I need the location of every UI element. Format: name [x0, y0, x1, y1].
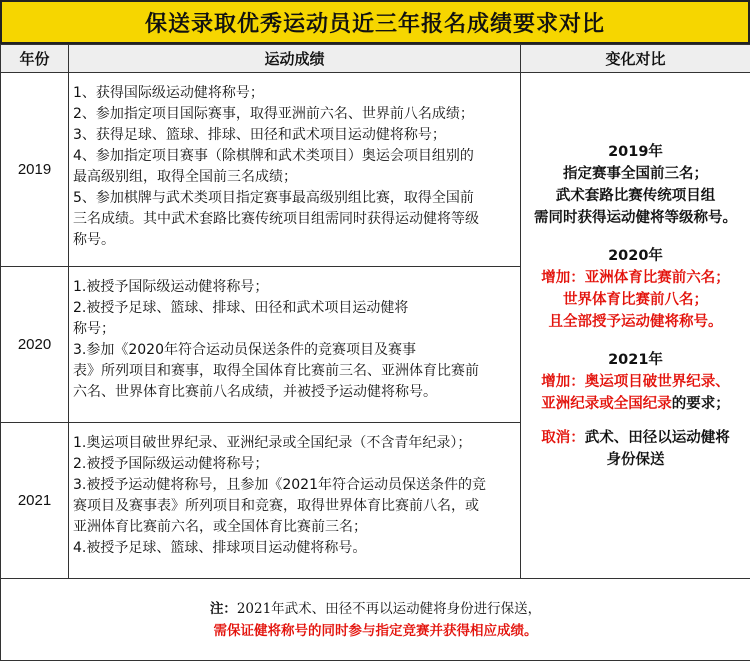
change-2020-line: 世界体育比赛前八名；: [563, 292, 708, 308]
change-2019-line: 武术套路比赛传统项目组: [555, 188, 716, 204]
change-2021-add-red: 亚洲纪录或全国纪录: [541, 396, 672, 412]
requirement-line: 3、获得足球、篮球、排球、田径和武术项目运动健将称号；: [73, 127, 446, 143]
change-2020-title: 2020年: [608, 248, 663, 264]
requirement-line: 2.被授予国际级运动健将称号；: [73, 456, 269, 472]
requirement-line: 3.参加《2020年符合运动员保送条件的竞赛项目及赛事: [73, 342, 416, 358]
change-2021-cancel-label: 取消：: [541, 430, 585, 446]
requirement-line: 1.奥运项目破世界纪录、亚洲纪录或全国纪录（不含青年纪录）；: [73, 435, 472, 451]
requirement-line: 4.被授予足球、篮球、排球项目运动健将称号。: [73, 540, 367, 556]
requirement-line: 2、参加指定项目国际赛事，取得亚洲前六名、世界前八名成绩；: [73, 106, 474, 122]
requirement-line: 六名、世界体育比赛前八名成绩，并被授予运动健将称号。: [73, 384, 437, 400]
requirement-line: 1、获得国际级运动健将称号；: [73, 85, 264, 101]
change-2020-line: 增加：亚洲体育比赛前六名；: [541, 270, 730, 286]
note-line-2: 需保证健将称号的同时参与指定竞赛并获得相应成绩。: [213, 622, 538, 639]
note-row: [1, 579, 750, 661]
requirement-line: 3.被授予运动健将称号，且参加《2021年符合运动员保送条件的竞: [73, 477, 486, 493]
change-2021-cancel-line: [521, 427, 750, 449]
requirement-line: 三名成绩。其中武术套路比赛传统项目组需同时获得运动健将等级: [73, 211, 479, 227]
requirement-line: 称号。: [73, 232, 115, 248]
header-sports: 运动成绩: [69, 45, 521, 73]
page-title: 保送录取优秀运动员近三年报名成绩要求对比: [0, 0, 750, 44]
year-cell: 2021: [1, 423, 69, 579]
change-2019-line: 需同时获得运动健将等级称号。: [534, 210, 737, 226]
comparison-table: [0, 44, 750, 661]
table-header-row: [1, 45, 750, 73]
sports-cell: [69, 423, 521, 579]
year-cell: 2020: [1, 267, 69, 423]
requirement-line: 赛项目及赛事表》所列项目和竞赛，取得世界体育比赛前八名，或: [73, 498, 479, 514]
change-2020-line: 且全部授予运动健将称号。: [548, 314, 723, 330]
change-2021-cancel-line: 身份保送: [606, 452, 665, 468]
change-2021-title: 2021年: [608, 352, 663, 368]
change-2021-add-line: 增加：奥运项目破世界纪录、: [541, 374, 730, 390]
table-row-2019: [1, 73, 750, 267]
sports-cell: [69, 267, 521, 423]
note-line-1: [210, 601, 541, 617]
change-summary-cell: [521, 73, 750, 579]
change-2019-line: 指定赛事全国前三名；: [563, 166, 708, 182]
requirement-line: 亚洲体育比赛前六名，或全国体育比赛前三名；: [73, 519, 367, 535]
year-cell: 2019: [1, 73, 69, 267]
requirement-line: 称号；: [73, 321, 115, 337]
note-cell: [1, 579, 750, 661]
requirement-line: 5、参加棋牌与武术类项目指定赛事最高级别组比赛，取得全国前: [73, 190, 474, 206]
requirement-line: 表》所列项目和赛事，取得全国体育比赛前三名、亚洲体育比赛前: [73, 363, 479, 379]
change-2021-cancel-text: 武术、田径以运动健将: [584, 430, 730, 446]
sports-cell: [69, 73, 521, 267]
header-change: 变化对比: [521, 45, 750, 73]
change-2021-add-black: 的要求；: [671, 396, 730, 412]
header-year: 年份: [1, 45, 69, 73]
requirement-line: 1.被授予国际级运动健将称号；: [73, 279, 269, 295]
change-2019-title: 2019年: [608, 144, 663, 160]
requirement-line: 最高级别组，取得全国前三名成绩；: [73, 169, 297, 185]
change-2021-add-line: [521, 393, 750, 415]
requirement-line: 4、参加指定项目赛事（除棋牌和武术类项目）奥运会项目组别的: [73, 148, 474, 164]
requirement-line: 2.被授予足球、篮球、排球、田径和武术项目运动健将: [73, 300, 409, 316]
note-text: 2021年武术、田径不再以运动健将身份进行保送，: [236, 600, 542, 617]
note-label: 注：: [209, 600, 237, 617]
